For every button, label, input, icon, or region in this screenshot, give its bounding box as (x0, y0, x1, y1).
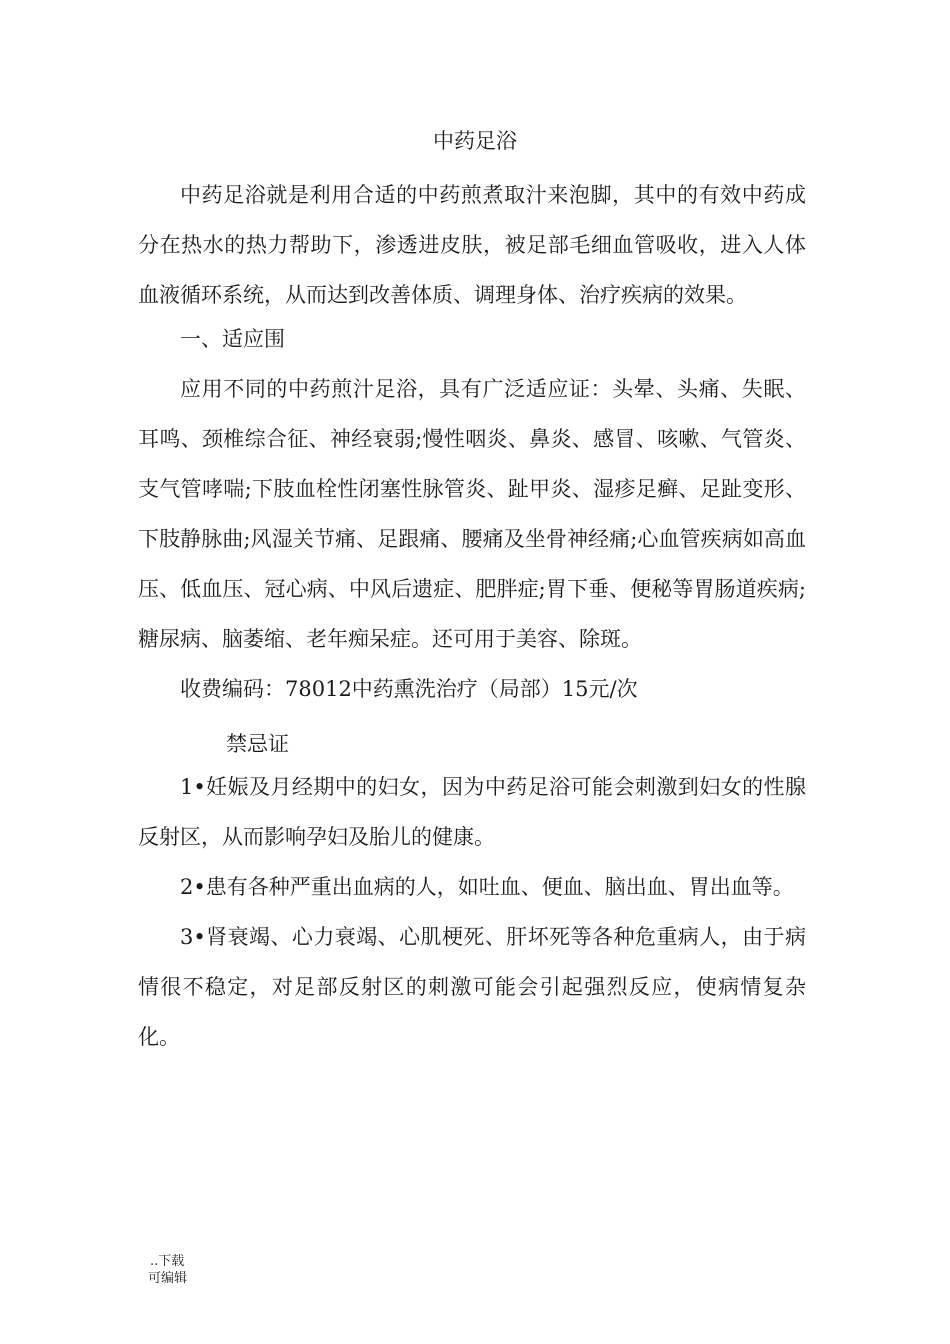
fee-line: 收费编码：78012中药熏洗治疗（局部）15元/次 (180, 677, 638, 701)
indications-paragraph: 应用不同的中药煎汁足浴，具有广泛适应证：头晕、头痛、失眠、耳鸣、颈椎综合征、神经衰弱;慢性咽炎、鼻炎、感冒、咳嗽、气管炎、支气管哮喘;下肢血栓性闭塞性脉管炎、趾甲炎、湿疹足癣、足趾变形、下肢静脉曲;风湿关节痛、足跟痛、腰痛及坐骨神经痛;心血管疾病如高血压、低血压、冠心病、中风后遗症、肥胖症;胃下垂、便秘等胃肠道疾病;糖尿病、脑萎缩、老年痴呆症。还可用于美容、除斑。 (138, 377, 806, 651)
intro-block (138, 170, 806, 320)
indications-block (138, 314, 806, 714)
section-heading-indications: 一、适应围 (180, 327, 285, 351)
contraindication-item: 1•妊娠及月经期中的妇女，因为中药足浴可能会刺激到妇女的性腺反射区，从而影响孕妇及胎儿的健康。 (138, 775, 806, 849)
document-title: 中药足浴 (433, 129, 517, 153)
footer-editable-text: 可编辑 (148, 1271, 188, 1286)
intro-paragraph: 中药足浴就是利用合适的中药煎煮取汁来泡脚，其中的有效中药成分在热水的热力帮助下，渗透进皮肤，被足部毛细血管吸收，进入人体血液循环系统，从而达到改善体质、调理身体、治疗疾病的效果。 (138, 183, 806, 307)
footer-note (150, 1253, 187, 1287)
contraindication-item: 3•肾衰竭、心力衰竭、心肌梗死、肝坏死等各种危重病人，由于病情很不稳定，对足部反射区的刺激可能会引起强烈反应，使病情复杂化。 (138, 925, 806, 1049)
contraindication-item: 2•患有各种严重出血病的人，如吐血、便血、脑出血、胃出血等。 (180, 875, 794, 899)
section-heading-contraindications: 禁忌证 (226, 732, 289, 756)
contraindication-list (138, 762, 806, 1062)
footer-download-text: ..下载 (150, 1254, 185, 1269)
